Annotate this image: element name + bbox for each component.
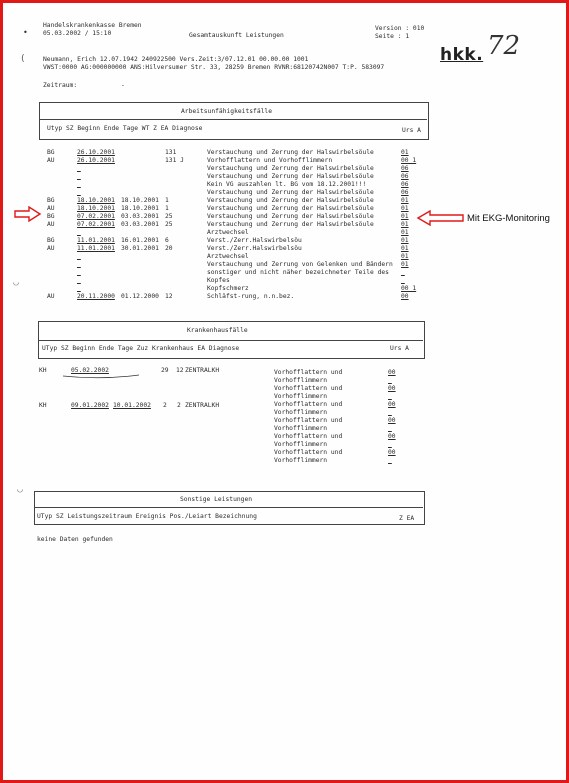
zeitraum-label: Zeitraum: (43, 82, 78, 89)
au-cell-diagnose: Verst./Zerr.Halswirbelsöu (207, 237, 302, 244)
au-cell-beginn (77, 173, 115, 181)
print-datetime: 05.03.2002 / 15:10 (43, 30, 112, 37)
au-cell-tage: 25 (165, 221, 173, 228)
kh-cell-diagnose: Vorhofflimmern (274, 441, 328, 448)
au-cell-ende: 18.10.2001 (121, 205, 159, 212)
au-cell-tage: 1 (165, 205, 169, 212)
au-cell-tage (165, 261, 184, 269)
au-cell-urs (401, 269, 416, 277)
kh-cell-diagnose: Vorhofflattern und (274, 433, 343, 440)
au-cell-diagnose: Verstauchung und Zerrung der Halswirbelsöule (207, 205, 374, 212)
au-cell-tage: 131 J (165, 157, 184, 164)
sonstige-header-divider (34, 507, 423, 508)
au-cell-tage (165, 181, 184, 189)
au-cell-urs: 01 (401, 245, 409, 252)
au-cell-type (47, 181, 55, 189)
au-cell-urs: 06 (401, 189, 409, 196)
kh-row-1-tage: 29 (161, 367, 169, 374)
kh-cell-urs: 00 (388, 369, 396, 376)
kh-cell-diagnose: Vorhofflattern und (274, 401, 343, 408)
au-cell-tage (165, 269, 184, 277)
au-cell-diagnose: sonstiger und nicht näher bezeichneter Teile des (207, 269, 389, 276)
au-cell-tage: 12 (165, 293, 173, 300)
au-cell-urs: 01 (401, 261, 409, 268)
zeitraum-value: - (121, 82, 125, 89)
au-col-beginn (77, 149, 115, 301)
kh-row-1-beginn: 05.02.2002 (71, 367, 109, 374)
kh-cell-urs (388, 441, 396, 449)
au-cell-urs: 01 (401, 197, 409, 204)
au-cell-diagnose: Verstauchung und Zerrung der Halswirbelsöule (207, 173, 374, 180)
au-cell-beginn (77, 269, 115, 277)
kh-col-urs (388, 369, 396, 465)
kh-cell-urs: 00 (388, 401, 396, 408)
kh-col-diagnose (274, 369, 342, 465)
kh-row-2-ende: 10.01.2002 (113, 402, 151, 409)
au-cell-tage (165, 173, 184, 181)
au-cell-tage: 131 (165, 149, 177, 156)
au-cell-beginn: 11.01.2001 (77, 245, 115, 252)
kh-row-2-tage: 2 (163, 402, 167, 409)
punch-mark: ◡ (17, 484, 24, 495)
au-cell-urs: 01 (401, 205, 409, 212)
au-cell-tage: 20 (165, 245, 173, 252)
kh-cell-urs (388, 393, 396, 401)
au-cell-urs: 01 (401, 237, 409, 244)
kh-column-headers: UTyp SZ Beginn Ende Tage Zuz Krankenhaus EA Diagnose (42, 345, 240, 352)
kh-cell-diagnose: Vorhofflimmern (274, 457, 328, 464)
au-cell-ende (121, 165, 159, 173)
au-col-urs (401, 149, 416, 301)
kh-cell-urs: 00 (388, 433, 396, 440)
handwritten-number: 72 (487, 31, 521, 61)
au-cell-tage: 6 (165, 237, 169, 244)
au-cell-type (47, 165, 55, 173)
au-col-ende (121, 149, 159, 301)
right-red-arrow-icon (416, 210, 466, 226)
kh-cell-diagnose: Vorhofflattern und (274, 449, 343, 456)
kh-cell-urs (388, 457, 396, 465)
au-cell-diagnose: Verstauchung und Zerrung von Gelenken und Bändern (207, 261, 393, 268)
au-cell-diagnose: Kein VG auszahlen lt. BG vom 18.12.2001!!! (207, 181, 367, 188)
bullet-mark: • (23, 28, 28, 37)
au-cell-type: AU (47, 157, 55, 164)
kh-cell-urs (388, 425, 396, 433)
kh-cell-diagnose: Vorhofflimmern (274, 377, 328, 384)
kh-cell-diagnose: Vorhofflimmern (274, 425, 328, 432)
au-cell-diagnose: Verstauchung und Zerrung der Halswirbelsöule (207, 213, 374, 220)
au-cell-urs: 00 1 (401, 285, 417, 292)
au-cell-type (47, 229, 55, 237)
document-title: Gesamtauskunft Leistungen (189, 32, 284, 39)
au-cell-type: BG (47, 237, 55, 244)
au-cell-urs: 06 (401, 173, 409, 180)
au-cell-ende (121, 253, 159, 261)
kh-cell-diagnose: Vorhofflattern und (274, 369, 343, 376)
au-cell-beginn (77, 277, 115, 285)
au-cell-diagnose: Verst./Zerr.Halswirbelsöu (207, 245, 302, 252)
kh-row-2-type: KH (39, 402, 47, 409)
au-cell-tage: 1 (165, 197, 169, 204)
no-data-message: keine Daten gefunden (37, 536, 113, 543)
kh-cell-urs: 00 (388, 449, 396, 456)
handwritten-underline (61, 373, 141, 381)
kh-urs-header: Urs A (390, 345, 409, 352)
au-cell-ende (121, 157, 159, 165)
au-cell-ende (121, 181, 159, 189)
au-column-headers: Utyp SZ Beginn Ende Tage WT Z EA Diagnose (47, 125, 203, 132)
au-cell-beginn (77, 165, 115, 173)
ekg-annotation: Mit EKG-Monitoring (467, 213, 550, 224)
au-cell-beginn (77, 181, 115, 189)
kh-row-2-zuz: 2 (177, 402, 181, 409)
au-cell-diagnose: Schläfst-rung, n.n.bez. (207, 293, 295, 300)
kh-cell-urs: 00 (388, 417, 396, 424)
au-cell-beginn: 26.10.2001 (77, 157, 115, 164)
kh-section-title: Krankenhausfälle (187, 327, 248, 334)
au-cell-urs: 01 (401, 213, 409, 220)
au-cell-ende (121, 173, 159, 181)
au-cell-beginn: 18.10.2001 (77, 205, 115, 212)
au-cell-type (47, 173, 55, 181)
au-cell-type: BG (47, 213, 55, 220)
au-cell-ende (121, 261, 159, 269)
au-cell-ende (121, 229, 159, 237)
au-cell-type: AU (47, 221, 55, 228)
au-cell-type (47, 253, 55, 261)
hkk-logo: hkk. (440, 45, 484, 65)
au-col-tage (165, 149, 184, 301)
au-cell-type (47, 269, 55, 277)
patient-line-2: VWST:0000 AG:000000000 ANS:Hilversumer Str. 33, 28259 Bremen RVNR:68120742N007 T:P. 583097 (43, 64, 385, 71)
au-cell-beginn: 20.11.2000 (77, 293, 115, 300)
au-cell-ende (121, 189, 159, 197)
au-cell-ende: 03.03.2001 (121, 221, 159, 228)
au-cell-tage (165, 285, 184, 293)
au-cell-urs: 01 (401, 221, 409, 228)
au-cell-ende: 18.10.2001 (121, 197, 159, 204)
au-cell-diagnose: Verstauchung und Zerrung der Halswirbelsöule (207, 197, 374, 204)
au-cell-urs: 01 (401, 149, 409, 156)
au-cell-ende: 30.01.2001 (121, 245, 159, 252)
au-cell-tage (165, 189, 184, 197)
kh-row-1-haus: ZENTRALKH (185, 367, 220, 374)
au-header-divider (39, 119, 427, 120)
au-cell-beginn (77, 253, 115, 261)
au-cell-urs: 00 1 (401, 157, 417, 164)
au-cell-type: AU (47, 205, 55, 212)
left-red-arrow-icon (13, 206, 43, 222)
au-cell-type: AU (47, 245, 55, 252)
au-cell-tage (165, 165, 184, 173)
page-label: Seite : 1 (375, 33, 410, 40)
au-cell-diagnose: Vorhofflattern und Vorhofflimmern (207, 157, 333, 164)
punch-mark: ( (20, 54, 26, 64)
sonstige-section-title: Sonstige Leistungen (180, 496, 253, 503)
au-cell-type (47, 261, 55, 269)
kh-cell-diagnose: Vorhofflattern und (274, 385, 343, 392)
au-cell-beginn (77, 261, 115, 269)
au-col-diagnose (207, 149, 393, 301)
au-cell-ende: 16.01.2001 (121, 237, 159, 244)
kh-cell-urs (388, 409, 396, 417)
kh-row-1-zuz: 12 (176, 367, 184, 374)
au-cell-beginn (77, 229, 115, 237)
au-cell-type (47, 285, 55, 293)
au-cell-urs: 01 (401, 253, 409, 260)
insurer-name: Handelskrankenkasse Bremen (43, 22, 142, 29)
au-cell-diagnose: Verstauchung und Zerrung der Halswirbelsöule (207, 189, 374, 196)
au-cell-type (47, 277, 55, 285)
au-cell-ende: 01.12.2000 (121, 293, 159, 300)
au-cell-ende: 03.03.2001 (121, 213, 159, 220)
au-cell-ende (121, 269, 159, 277)
au-cell-diagnose: Kopfschmerz (207, 285, 249, 292)
au-cell-tage (165, 229, 184, 237)
au-cell-type (47, 189, 55, 197)
version-label: Version : 010 (375, 25, 425, 32)
au-cell-urs (401, 277, 416, 285)
kh-row-2-haus: ZENTRALKH (185, 402, 220, 409)
au-cell-urs: 06 (401, 181, 409, 188)
au-cell-diagnose: Verstauchung und Zerrung der Halswirbelsöule (207, 149, 374, 156)
au-cell-beginn: 07.02.2001 (77, 213, 115, 220)
kh-row-2-beginn: 09.01.2002 (71, 402, 109, 409)
kh-cell-urs: 00 (388, 385, 396, 392)
au-cell-beginn (77, 285, 115, 293)
sonstige-z-ea-header: Z EA (399, 515, 415, 522)
kh-cell-diagnose: Vorhofflimmern (274, 409, 328, 416)
patient-line-1: Neumann, Erich 12.07.1942 240922500 Vers.Zeit:3/07.12.01 00.00.00 1001 (43, 56, 309, 63)
au-cell-type: BG (47, 197, 55, 204)
punch-mark: ◡ (13, 277, 20, 288)
au-col-type (47, 149, 55, 301)
au-cell-urs: 00 (401, 293, 409, 300)
au-cell-beginn (77, 189, 115, 197)
kh-row-1-type: KH (39, 367, 47, 374)
au-cell-beginn: 26.10.2001 (77, 149, 115, 156)
au-cell-diagnose: Verstauchung und Zerrung der Halswirbelsöule (207, 221, 374, 228)
au-cell-ende (121, 277, 159, 285)
au-cell-beginn: 18.10.2001 (77, 197, 115, 204)
au-cell-ende (121, 149, 159, 157)
kh-cell-diagnose: Vorhofflattern und (274, 417, 343, 424)
au-cell-urs: 06 (401, 165, 409, 172)
au-cell-urs: 01 (401, 229, 409, 236)
au-section-title: Arbeitsunfähigkeitsfälle (181, 108, 272, 115)
au-cell-type: AU (47, 293, 55, 300)
au-cell-beginn: 07.02.2001 (77, 221, 115, 228)
au-cell-diagnose: Verstauchung und Zerrung der Halswirbelsöule (207, 165, 374, 172)
au-cell-diagnose: Arztwechsel (207, 253, 249, 260)
au-cell-diagnose: Kopfes (207, 277, 230, 284)
au-cell-tage (165, 253, 184, 261)
kh-header-divider (38, 340, 423, 341)
au-urs-header: Urs A (402, 127, 421, 134)
au-cell-beginn: 11.01.2001 (77, 237, 115, 244)
au-cell-tage (165, 277, 184, 285)
au-cell-diagnose: Arztwechsel (207, 229, 249, 236)
au-cell-type: BG (47, 149, 55, 156)
kh-cell-urs (388, 377, 396, 385)
kh-cell-diagnose: Vorhofflimmern (274, 393, 328, 400)
au-cell-tage: 25 (165, 213, 173, 220)
au-cell-ende (121, 285, 159, 293)
sonstige-column-headers: UTyp SZ Leistungszeitraum Ereignis Pos./Leiart Bezeichnung (37, 513, 257, 520)
